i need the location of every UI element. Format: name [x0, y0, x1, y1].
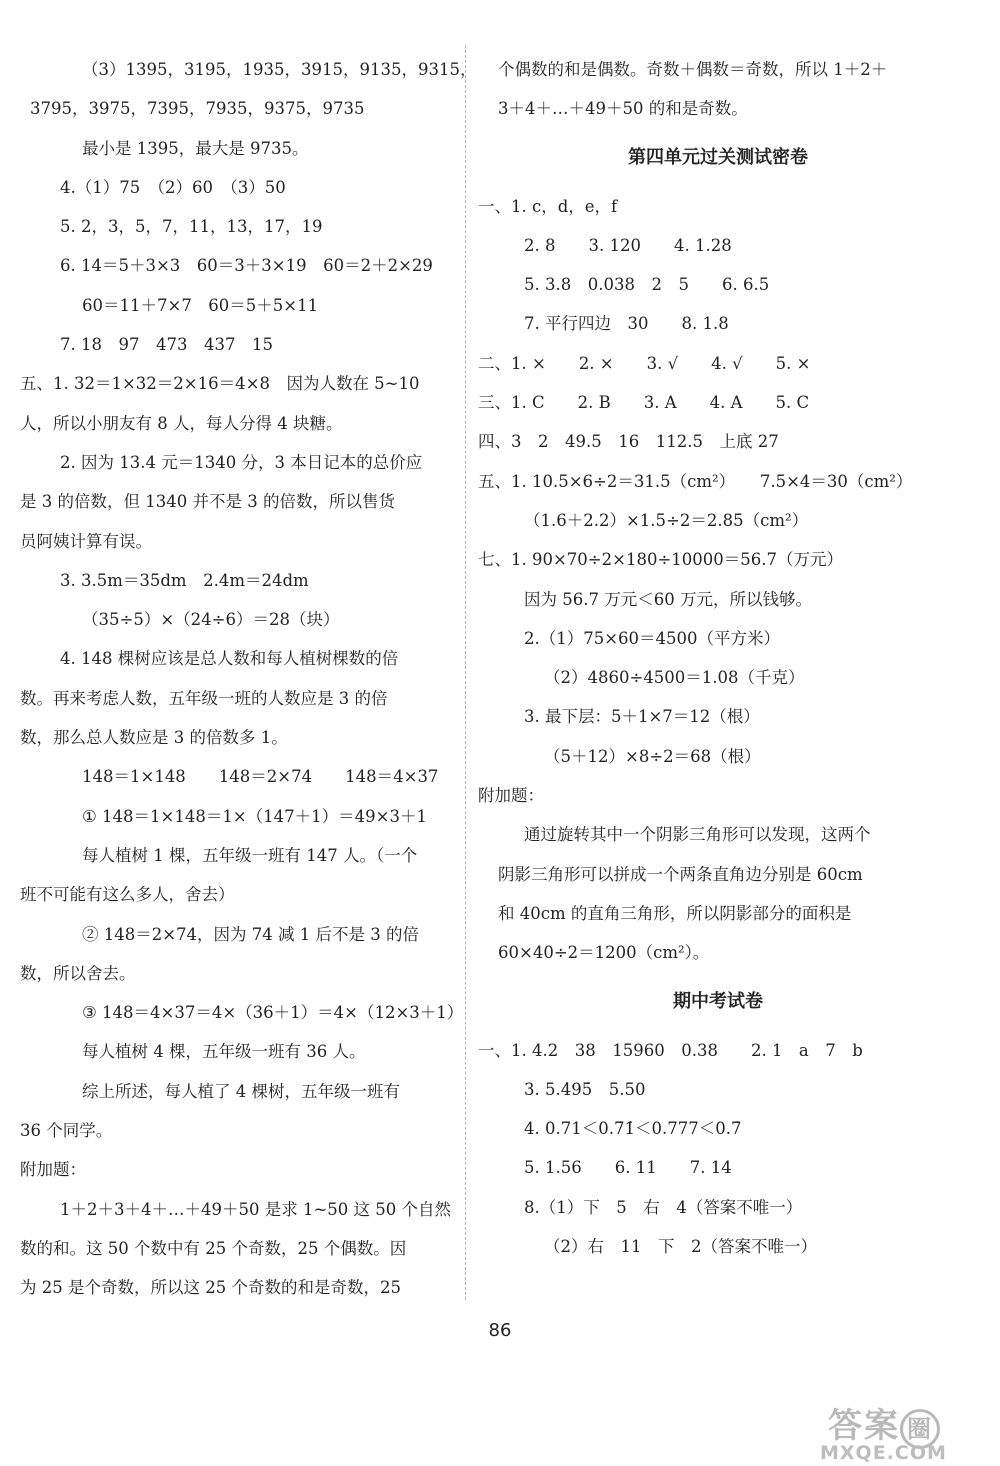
unit4-answer-line: （1.6＋2.2）×1.5÷2＝2.85（cm²）	[524, 510, 809, 530]
answer-line: 36 个同学。	[20, 1121, 113, 1141]
answer-line: 6. 14＝5＋3×3 60＝3＋3×19 60＝2＋2×29	[60, 256, 433, 276]
answer-line: 综上所述，每人植了 4 棵树，五年级一班有	[82, 1081, 400, 1101]
unit4-answer-line: 2.（1）75×60＝4500（平方米）	[524, 628, 781, 648]
unit4-answer-line: 五、1. 10.5×6÷2＝31.5（cm²） 7.5×4＝30（cm²）	[478, 471, 913, 491]
watermark-logo	[820, 1398, 985, 1464]
answer-line: 4. 148 棵树应该是总人数和每人植树棵数的倍	[60, 649, 399, 669]
answer-line: ② 148＝2×74，因为 74 减 1 后不是 3 的倍	[82, 924, 420, 944]
unit4-answer-line: 一、1. c，d，e，f	[478, 196, 618, 216]
unit4-answer-line: 2. 8 3. 120 4. 1.28	[524, 235, 732, 255]
unit4-answer-line: 和 40cm 的直角三角形，所以阴影部分的面积是	[498, 903, 852, 923]
answer-line: 148＝1×148 148＝2×74 148＝4×37	[82, 767, 439, 787]
answer-line: 每人植树 4 棵，五年级一班有 36 人。	[82, 1042, 366, 1062]
answer-line: ③ 148＝4×37＝4×（36＋1）＝4×（12×3＋1）	[82, 1003, 464, 1023]
answer-line: 5. 2，3，5，7，11，13，17，19	[60, 217, 323, 237]
unit4-answer-line: 七、1. 90×70÷2×180÷10000＝56.7（万元）	[478, 550, 843, 570]
answer-line: 3＋4＋…＋49＋50 的和是奇数。	[498, 99, 748, 119]
unit4-answer-line: （2）4860÷4500＝1.08（千克）	[544, 668, 805, 688]
answer-line: 1＋2＋3＋4＋…＋49＋50 是求 1~50 这 50 个自然	[60, 1199, 452, 1219]
midterm-answer-line: 8.（1）下 5 右 4（答案不唯一）	[524, 1197, 803, 1217]
midterm-test-heading: 期中考试卷	[673, 990, 763, 1012]
unit4-answer-line: 附加题：	[478, 786, 544, 806]
answer-line: ① 148＝1×148＝1×（147＋1）＝49×3＋1	[82, 806, 427, 826]
watermark-url-text: MXQE.COM	[820, 1442, 947, 1464]
answer-line: 五、1. 32＝1×32＝2×16＝4×8 因为人数在 5~10	[20, 374, 420, 394]
column-divider	[465, 45, 466, 1300]
answer-line: 为 25 是个奇数，所以这 25 个奇数的和是奇数，25	[20, 1278, 401, 1298]
page-number: 86	[488, 1320, 512, 1341]
answer-line: 班不可能有这么多人，舍去）	[20, 885, 235, 905]
unit4-answer-line: 7. 平行四边 30 8. 1.8	[524, 314, 729, 334]
unit4-answer-line: 阴影三角形可以拼成一个两条直角边分别是 60cm	[498, 864, 863, 884]
unit4-answer-line: 二、1. × 2. × 3. √ 4. √ 5. ×	[478, 353, 811, 373]
answer-line: 60＝11＋7×7 60＝5＋5×11	[82, 295, 319, 315]
answer-line: 3. 3.5m＝35dm 2.4m＝24dm	[60, 570, 309, 590]
answer-line: 人，所以小朋友有 8 人，每人分得 4 块糖。	[20, 413, 343, 433]
answer-line: 附加题：	[20, 1160, 86, 1180]
answer-line: 每人植树 1 棵，五年级一班有 147 人。（一个	[82, 845, 418, 865]
unit4-answer-line: 因为 56.7 万元＜60 万元，所以钱够。	[524, 589, 812, 609]
unit4-answer-line: 四、3 2 49.5 16 112.5 上底 27	[478, 432, 779, 452]
answer-line: 数的和。这 50 个数中有 25 个奇数，25 个偶数。因	[20, 1238, 407, 1258]
watermark-top-text: 答案 圈	[828, 1398, 940, 1449]
unit4-answer-line: 3. 最下层：5＋1×7＝12（根）	[524, 707, 760, 727]
midterm-answer-line: 5. 1.56 6. 11 7. 14	[524, 1158, 732, 1178]
answer-line: 是 3 的倍数，但 1340 并不是 3 的倍数，所以售货	[20, 492, 395, 512]
answer-line: 个偶数的和是偶数。奇数＋偶数＝奇数，所以 1＋2＋	[498, 60, 888, 79]
answer-line: （35÷5）×（24÷6）＝28（块）	[82, 610, 340, 630]
answer-line: 数。再来考虑人数，五年级一班的人数应是 3 的倍	[20, 688, 388, 708]
unit4-answer-line: 三、1. C 2. B 3. A 4. A 5. C	[478, 393, 810, 413]
right-column	[478, 50, 958, 1266]
answer-line: 7. 18 97 473 437 15	[60, 335, 273, 355]
unit4-answer-line: 5. 3.8 0.038 2 5 6. 6.5	[524, 275, 770, 295]
unit4-test-heading: 第四单元过关测试密卷	[628, 146, 808, 168]
answer-line: 数，所以舍去。	[20, 963, 136, 983]
unit4-answer-line: 60×40÷2＝1200（cm²）。	[498, 943, 710, 963]
left-column	[20, 50, 477, 1308]
unit4-answer-line: 通过旋转其中一个阴影三角形可以发现，这两个	[524, 825, 871, 845]
answer-line: 数，那么总人数应是 3 的倍数多 1。	[20, 728, 288, 748]
answer-line: 最小是 1395，最大是 9735。	[82, 138, 309, 158]
midterm-answer-line: 4. 0.71＜0.7̇1̇＜0.777＜0.7̇	[524, 1119, 742, 1139]
answer-line: 3795，3975，7395，7935，9375，9735	[30, 99, 365, 119]
midterm-answer-line: 3. 5.4̇95̇ 5.50	[524, 1079, 646, 1099]
midterm-answer-line: 一、1. 4.2 38 15960 0.38 2. 1 a 7 b	[478, 1040, 863, 1060]
answer-line: 4.（1）75 （2）60 （3）50	[60, 177, 286, 197]
midterm-answer-line: （2）右 11 下 2（答案不唯一）	[544, 1237, 817, 1257]
answer-line: 员阿姨计算有误。	[20, 531, 152, 551]
answer-line: （3）1395，3195，1935，3915，9135，9315，	[82, 60, 477, 79]
unit4-answer-line: （5＋12）×8÷2＝68（根）	[544, 746, 761, 766]
answer-line: 2. 因为 13.4 元＝1340 分，3 本日记本的总价应	[60, 452, 423, 472]
